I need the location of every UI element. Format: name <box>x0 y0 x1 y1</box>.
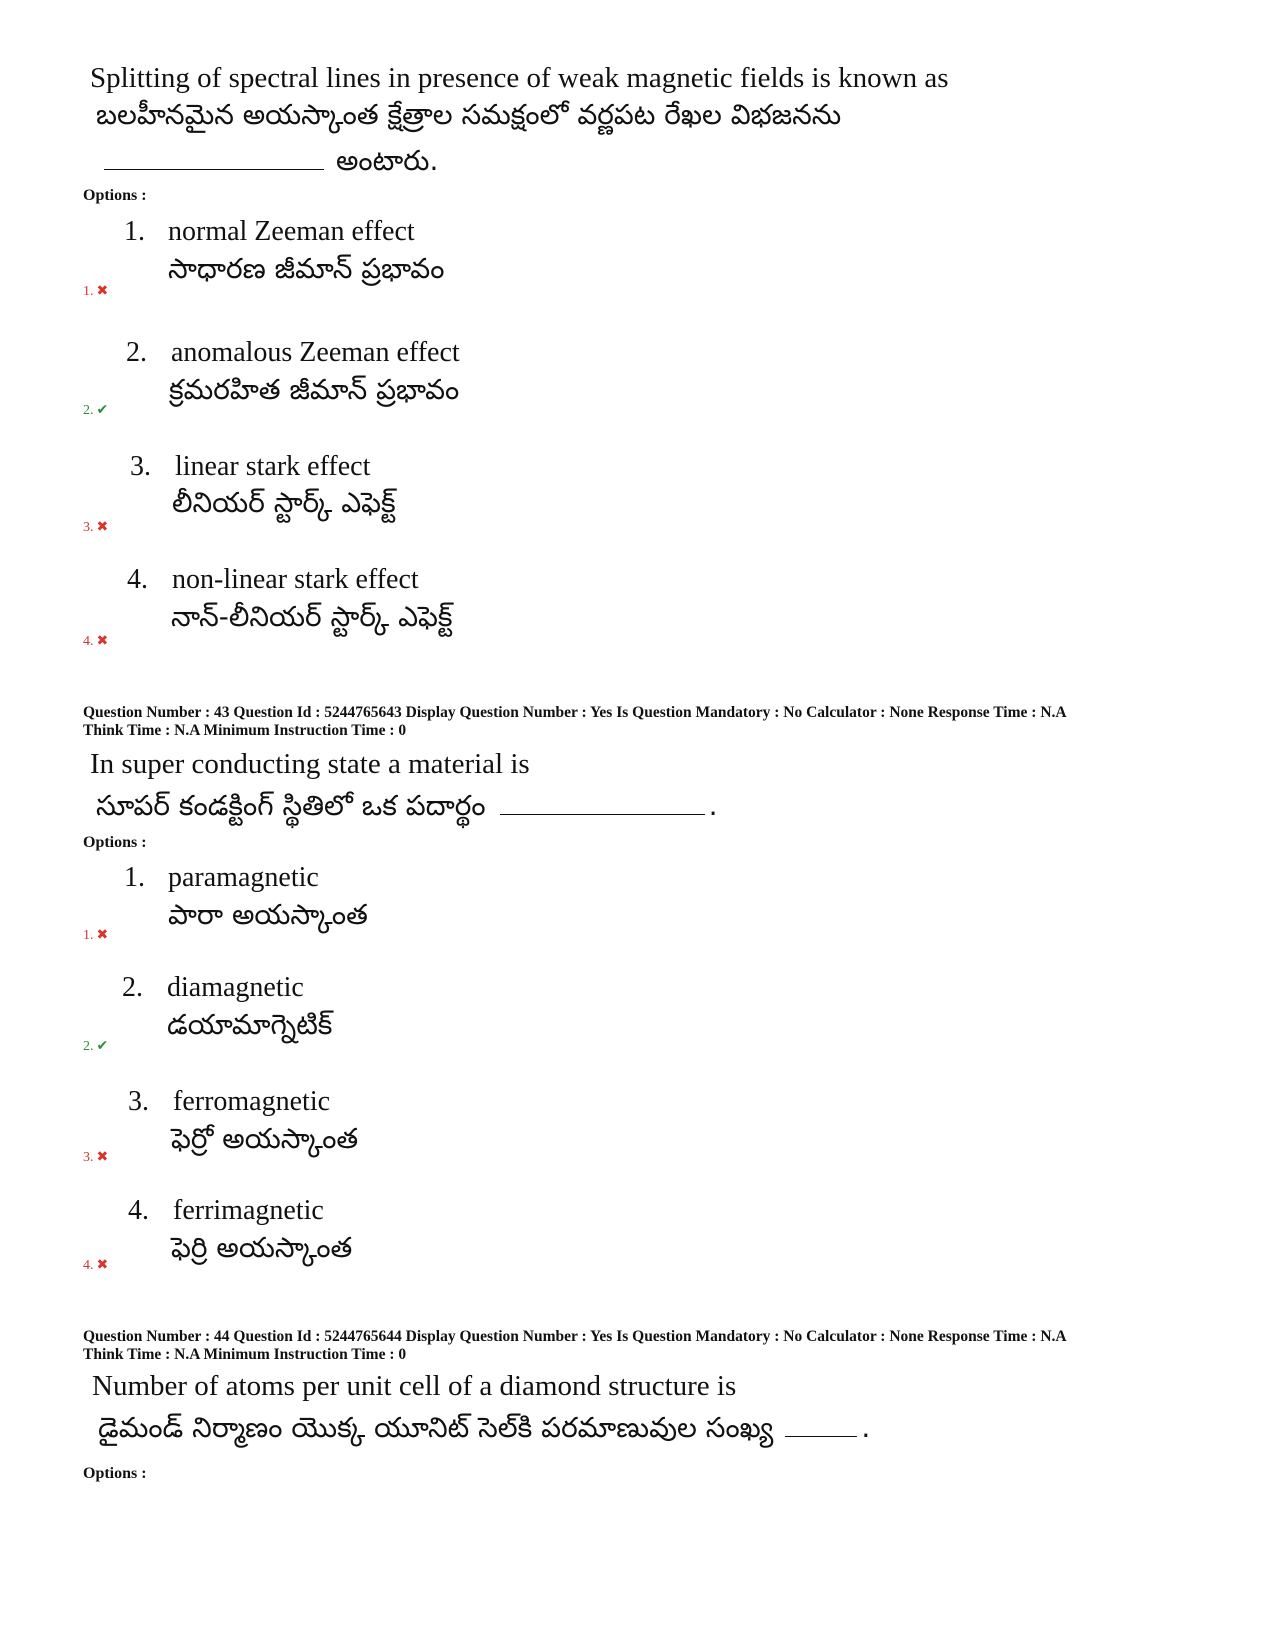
q44-text-te-line <box>98 1406 870 1451</box>
mark-label: 1. <box>83 928 94 943</box>
mark-label: 2. <box>83 403 94 418</box>
q43-option-3-text-te[interactable]: ఫెర్రో అయస్కాంత <box>171 1122 359 1155</box>
mark-label: 4. <box>83 1258 94 1273</box>
mark-label: 3. <box>83 520 94 535</box>
cross-icon: ✖ <box>96 1149 109 1165</box>
check-icon: ✔ <box>96 402 109 418</box>
q42-option-2-mark <box>83 402 108 419</box>
cross-icon: ✖ <box>96 927 109 943</box>
q42-option-3-text-te[interactable]: లీనియర్ స్టార్క్ ఎఫెక్ట్ <box>172 486 396 519</box>
q43-option-4-text-en[interactable]: ferrimagnetic <box>173 1195 324 1226</box>
q42-option-4-text-en[interactable]: non-linear stark effect <box>172 564 419 595</box>
q43-meta-line-2: Think Time : N.A Minimum Instruction Time : 0 <box>83 722 407 739</box>
q42-option-1-text-en[interactable]: normal Zeeman effect <box>168 216 415 247</box>
q43-text-en: In super conducting state a material is <box>90 748 530 780</box>
q42-option-2-text-te[interactable]: క్రమరహిత జీమాన్ ప్రభావం <box>169 373 460 406</box>
q43-option-4-mark <box>83 1257 108 1274</box>
q42-option-3-text-en[interactable]: linear stark effect <box>175 451 371 482</box>
check-icon: ✔ <box>96 1038 109 1054</box>
q42-text-te: బలహీనమైన అయస్కాంత క్షేత్రాల సమక్షంలో వర్ణపట రేఖల విభజనను <box>96 98 842 131</box>
q42-option-4-text-te[interactable]: నాన్-లీనియర్ స్టార్క్ ఎఫెక్ట్ <box>171 600 453 633</box>
q42-options-label: Options : <box>83 187 147 204</box>
q44-meta-line-1: Question Number : 44 Question Id : 5244765644 Display Question Number : Yes Is Question Mandatory : No Calculator : None Response Time : N.A <box>83 1328 1067 1345</box>
answer-blank <box>785 1406 857 1437</box>
q43-text-te-line <box>96 784 717 829</box>
q42-text-en: Splitting of spectral lines in presence of weak magnetic fields is known as <box>90 62 949 94</box>
mark-label: 4. <box>83 634 94 649</box>
answer-blank <box>104 137 324 170</box>
period: . <box>861 1411 871 1444</box>
q43-option-3-mark <box>83 1149 108 1166</box>
q43-option-1-mark <box>83 927 108 944</box>
q42-answer-line <box>104 137 438 184</box>
q44-meta-line-2: Think Time : N.A Minimum Instruction Time : 0 <box>83 1346 407 1363</box>
q42-option-4-number: 4. <box>127 564 148 595</box>
q42-option-2-number: 2. <box>126 337 147 368</box>
q43-option-4-text-te[interactable]: ఫెర్రి అయస్కాంత <box>171 1231 353 1264</box>
q42-option-1-mark <box>83 283 108 300</box>
q43-meta-line-1: Question Number : 43 Question Id : 5244765643 Display Question Number : Yes Is Question Mandatory : No Calculator : None Response Time : N.A <box>83 704 1067 721</box>
mark-label: 1. <box>83 284 94 299</box>
q43-option-2-number: 2. <box>122 972 143 1003</box>
cross-icon: ✖ <box>96 633 109 649</box>
q44-text-en: Number of atoms per unit cell of a diamond structure is <box>92 1370 737 1402</box>
q42-option-1-text-te[interactable]: సాధారణ జీమాన్ ప్రభావం <box>168 252 445 285</box>
q43-option-3-text-en[interactable]: ferromagnetic <box>173 1086 331 1117</box>
mark-label: 3. <box>83 1150 94 1165</box>
q43-options-label: Options : <box>83 834 147 851</box>
q43-option-2-mark <box>83 1038 108 1055</box>
cross-icon: ✖ <box>96 283 109 299</box>
q42-option-4-mark <box>83 633 108 650</box>
mark-label: 2. <box>83 1039 94 1054</box>
q42-text-te-suffix: అంటారు. <box>336 144 439 177</box>
q43-option-3-number: 3. <box>128 1086 149 1117</box>
q42-option-2-text-en[interactable]: anomalous Zeeman effect <box>171 337 460 368</box>
answer-blank <box>500 784 705 815</box>
q42-option-3-number: 3. <box>130 451 151 482</box>
q42-option-1-number: 1. <box>124 216 145 247</box>
q43-text-te: సూపర్ కండక్టింగ్ స్థితిలో ఒక పదార్థం <box>96 789 486 822</box>
q43-option-1-number: 1. <box>124 862 145 893</box>
cross-icon: ✖ <box>96 519 109 535</box>
q42-option-3-mark <box>83 519 108 536</box>
q43-option-2-text-te[interactable]: డయామాగ్నెటిక్ <box>167 1008 333 1041</box>
q43-option-1-text-en[interactable]: paramagnetic <box>168 862 319 893</box>
q43-option-2-text-en[interactable]: diamagnetic <box>167 972 304 1003</box>
q44-options-label: Options : <box>83 1465 147 1482</box>
period: . <box>708 789 718 822</box>
q43-option-4-number: 4. <box>128 1195 149 1226</box>
q43-option-1-text-te[interactable]: పారా అయస్కాంత <box>168 898 368 931</box>
cross-icon: ✖ <box>96 1257 109 1273</box>
q44-text-te: డైమండ్ నిర్మాణం యొక్క యూనిట్ సెల్‌కి పరమాణువుల సంఖ్య <box>98 1411 774 1444</box>
